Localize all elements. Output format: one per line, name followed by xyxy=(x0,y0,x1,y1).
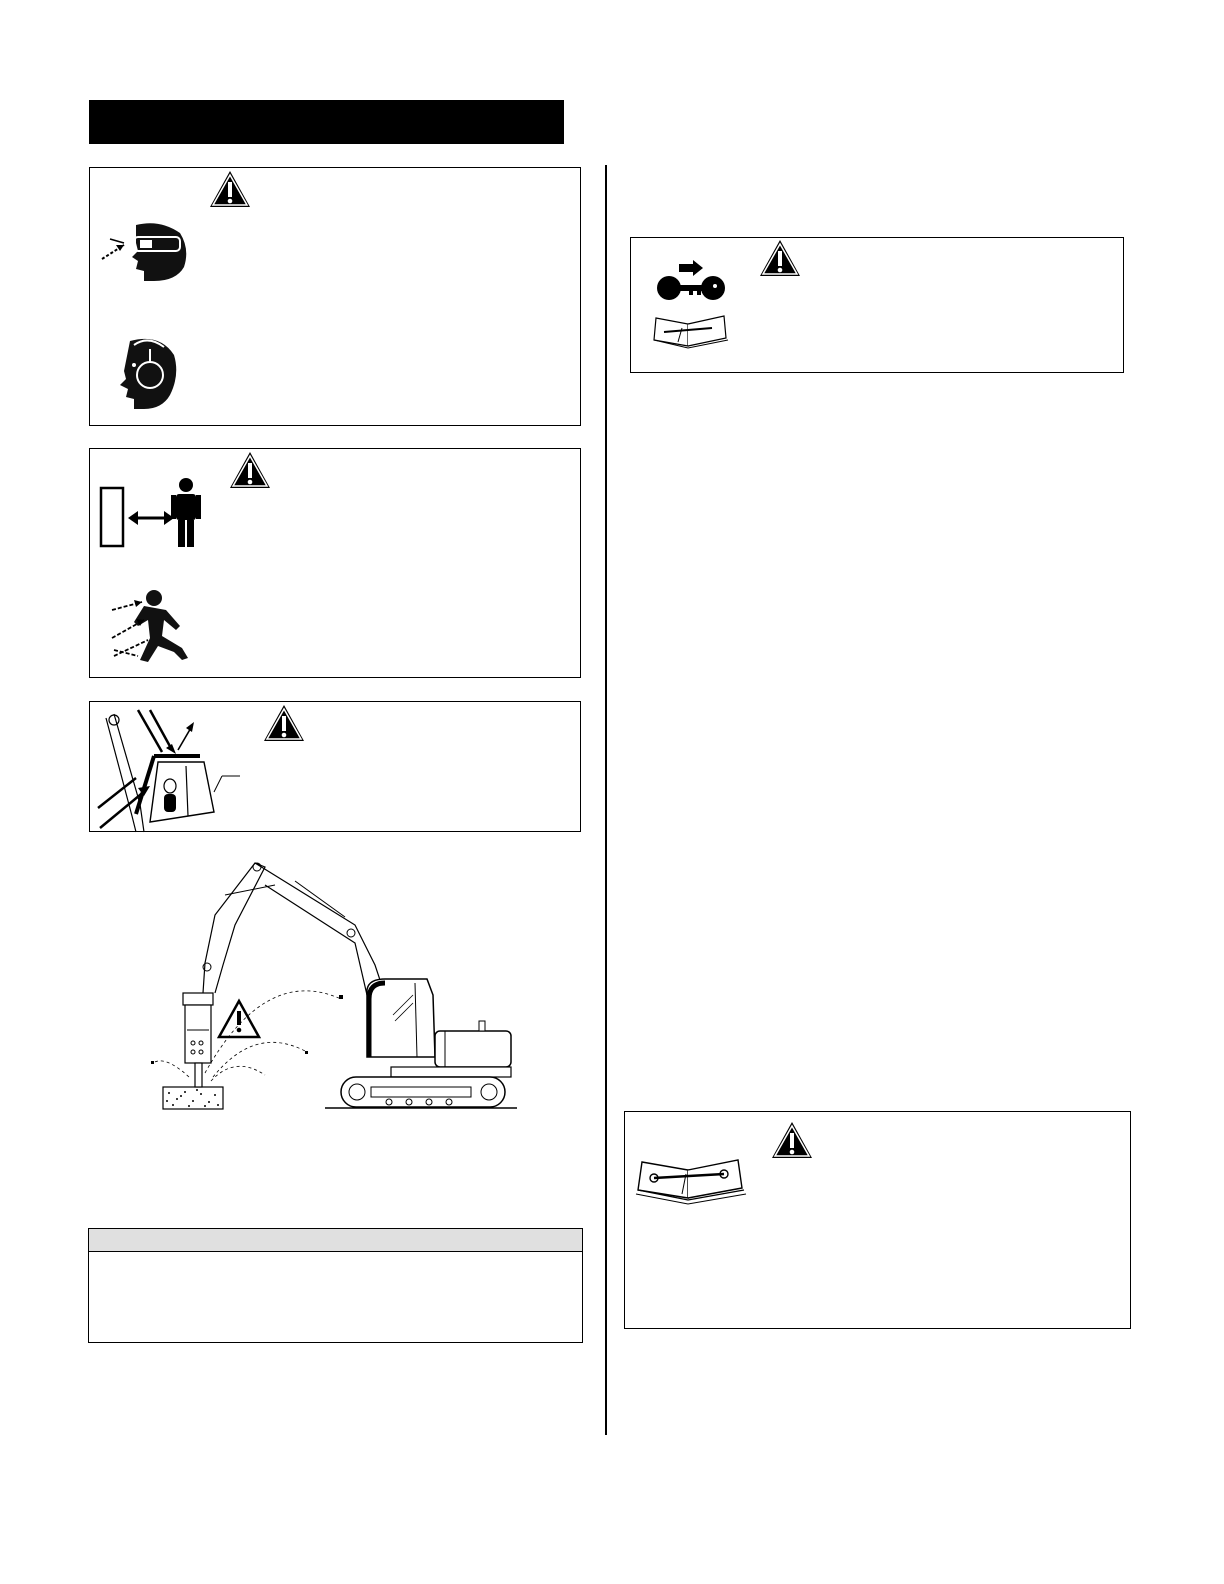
service-manual-icon xyxy=(650,310,730,350)
remove-key-icon xyxy=(655,258,727,302)
warning-box-manual xyxy=(624,1111,1131,1329)
warning-triangle-icon xyxy=(208,169,252,209)
person-keep-distance-icon xyxy=(98,476,210,550)
notice-header xyxy=(88,1228,583,1252)
section-title-bar xyxy=(89,100,564,144)
warning-triangle-icon xyxy=(758,238,802,278)
cab-guard-icon xyxy=(92,704,242,832)
warning-triangle-icon xyxy=(228,450,272,490)
flying-debris-person-icon xyxy=(108,586,198,666)
notice-body xyxy=(88,1251,583,1343)
ear-muffs-head-icon xyxy=(108,335,188,411)
safety-goggles-head-icon xyxy=(98,215,188,285)
column-divider xyxy=(605,165,607,1435)
service-manual-icon xyxy=(634,1152,746,1204)
excavator-breaker-illustration xyxy=(145,855,525,1115)
warning-triangle-icon xyxy=(770,1120,814,1160)
warning-triangle-icon xyxy=(262,703,306,743)
